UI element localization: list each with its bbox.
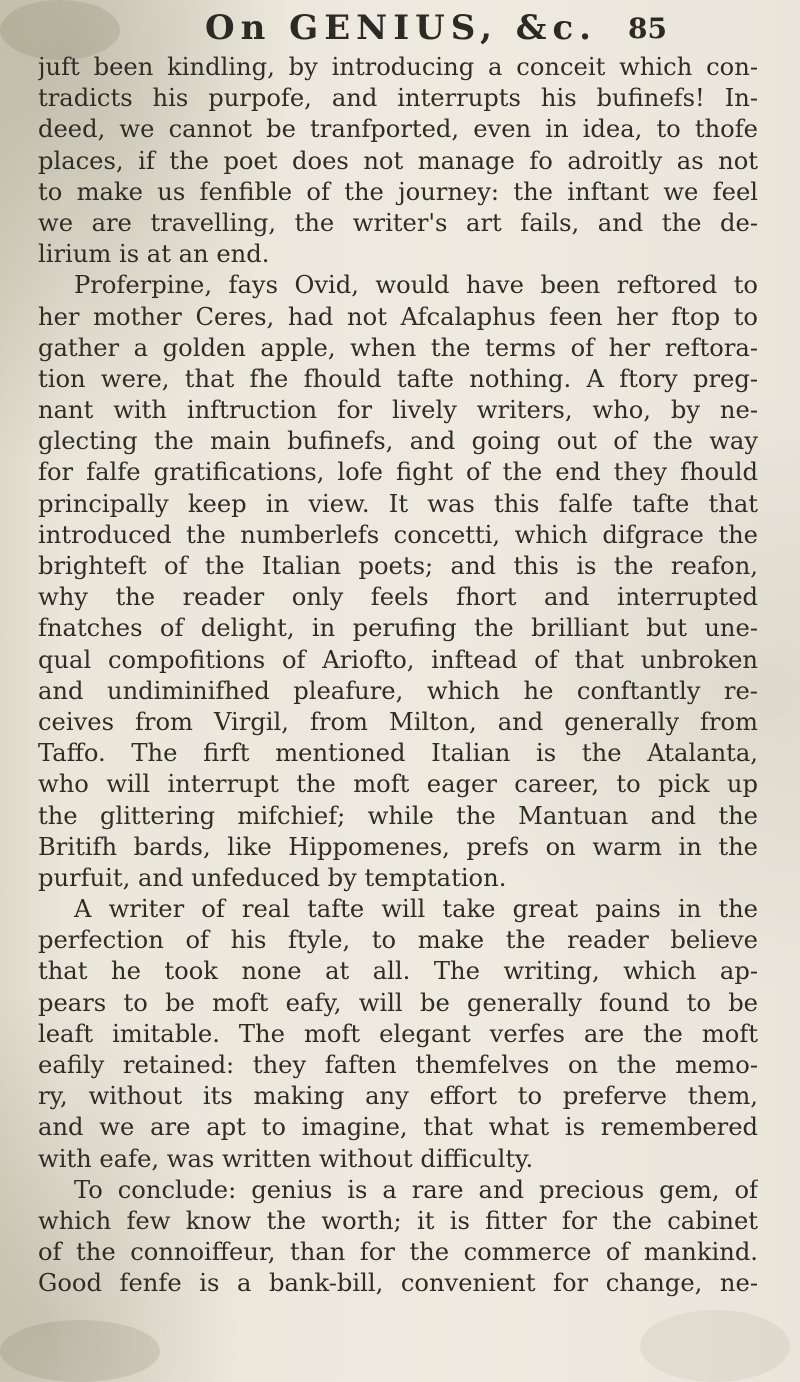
text-line: perfection of his ftyle, to make the reader believe (38, 926, 758, 955)
page-number: 85 (628, 12, 667, 45)
text-line: of the connoiffeur, than for the commerce of mankind. (38, 1238, 758, 1267)
text-line: glecting the main bufinefs, and going out of the way (38, 427, 758, 456)
text-line: To conclude: genius is a rare and precious gem, of (74, 1175, 758, 1204)
text-line: her mother Ceres, had not Afcalaphus feen her ftop to (38, 302, 758, 331)
body-text (38, 52, 758, 1300)
foxing-stain (0, 1320, 160, 1382)
text-line: to make us fenfible of the journey: the inftant we feel (38, 177, 758, 206)
text-line: qual compofitions of Ariofto, inftead of that unbroken (38, 645, 758, 674)
text-line: ry, without its making any effort to preferve them, (38, 1082, 758, 1111)
text-line: nant with inftruction for lively writers, who, by ne- (38, 396, 758, 425)
text-line: pears to be moft eafy, will be generally found to be (38, 988, 758, 1017)
text-line: lirium is at an end. (38, 240, 270, 269)
text-line: principally keep in view. It was this falfe tafte that (38, 489, 758, 518)
text-line: purfuit, and unfeduced by temptation. (38, 863, 507, 892)
text-line: and we are apt to imagine, that what is remembered (38, 1113, 758, 1142)
running-head (0, 4, 800, 52)
text-line: with eafe, was written without difficulty. (38, 1144, 534, 1173)
text-line: gather a golden apple, when the terms of her reftora- (38, 333, 758, 362)
text-line: places, if the poet does not manage fo adroitly as not (38, 146, 758, 175)
text-line: tion were, that fhe fhould tafte nothing. A ftory preg- (38, 364, 758, 393)
text-line: ceives from Virgil, from Milton, and generally from (38, 707, 758, 736)
text-line: we are travelling, the writer's art fails, and the de- (38, 208, 758, 237)
text-line: the glittering mifchief; while the Mantuan and the (38, 801, 758, 830)
text-line: Britifh bards, like Hippomenes, prefs on warm in the (38, 832, 758, 861)
foxing-stain (640, 1310, 790, 1382)
text-line: Good fenfe is a bank-bill, convenient for change, ne- (38, 1269, 758, 1298)
text-line: and undiminifhed pleafure, which he conftantly re- (38, 676, 758, 705)
text-line: Taffo. The firft mentioned Italian is the Atalanta, (38, 739, 758, 768)
text-line: A writer of real tafte will take great pains in the (74, 895, 758, 924)
text-line: leaft imitable. The moft elegant verfes are the moft (38, 1019, 758, 1048)
text-line: fnatches of delight, in perufing the brilliant but une- (38, 614, 758, 643)
text-line: who will interrupt the moft eager career, to pick up (38, 770, 758, 799)
text-line: introduced the numberlefs concetti, which difgrace the (38, 520, 758, 549)
text-line: for falfe gratifications, lofe fight of the end they fhould (38, 458, 758, 487)
running-head-title: On GENIUS, &c. (205, 8, 598, 48)
text-line: which few know the worth; it is fitter for the cabinet (38, 1206, 758, 1235)
text-line: that he took none at all. The writing, which ap- (38, 957, 758, 986)
text-line: juft been kindling, by introducing a conceit which con- (38, 53, 758, 81)
text-line: deed, we cannot be tranfported, even in idea, to thofe (38, 115, 758, 144)
text-line: brighteft of the Italian poets; and this is the reafon, (38, 552, 758, 580)
text-line: Proferpine, fays Ovid, would have been reftored to (74, 271, 758, 300)
text-line: why the reader only feels fhort and interrupted (38, 583, 758, 612)
text-line: eafily retained: they faften themfelves on the memo- (38, 1051, 758, 1079)
text-line: tradicts his purpofe, and interrupts his bufinefs! In- (38, 84, 758, 113)
